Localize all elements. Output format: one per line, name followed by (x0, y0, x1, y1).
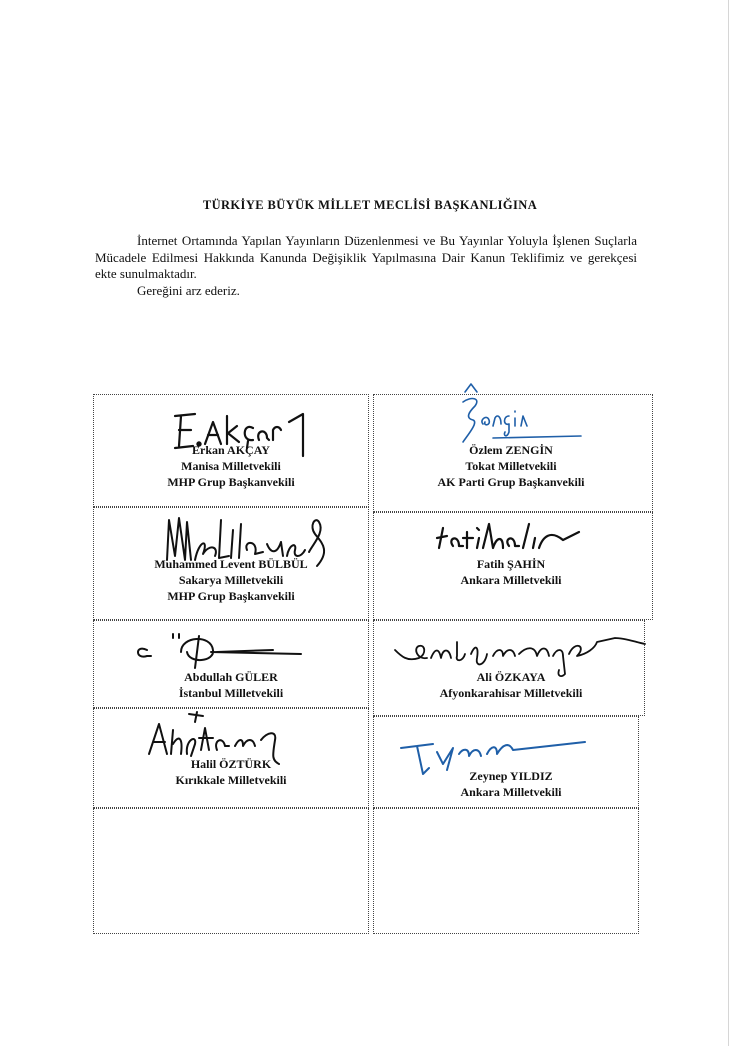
signatory-block (376, 669, 646, 701)
signature-guler (131, 630, 311, 670)
signatory-block (96, 442, 366, 490)
body-paragraph: İnternet Ortamında Yapılan Yayınların Düzenlenmesi ve Bu Yayınlar Yoluyla İşlenen Suçlarla Mücadele Edilmesi Hakkında Kanunda Değişiklik Yapılmasına Dair Kanun Teklifimiz ve gerekçesi ekte sunulmaktadır. (95, 233, 637, 281)
signatory-name: Erkan AKÇAY (192, 443, 270, 457)
signatory-name: Halil ÖZTÜRK (190, 757, 272, 771)
signatory-title: Afyonkarahisar Milletvekili (439, 686, 583, 700)
signatory-block (376, 442, 646, 490)
signatory-name: Ali ÖZKAYA (476, 670, 546, 684)
signatory-name: Fatih ŞAHİN (476, 557, 546, 571)
signatory-block (376, 556, 646, 588)
signatory-role: AK Parti Grup Başkanvekili (437, 475, 585, 489)
signatory-name: Özlem ZENGİN (469, 443, 553, 457)
signatory-title: Ankara Milletvekili (460, 573, 562, 587)
signatory-block (96, 669, 366, 701)
signatory-name: Zeynep YILDIZ (469, 769, 553, 783)
signatory-block (96, 756, 366, 788)
signature-table (93, 394, 653, 934)
signatory-name: Muhammed Levent BÜLBÜL (154, 557, 308, 571)
signatory-role: MHP Grup Başkanvekili (167, 475, 295, 489)
signature-sahin (433, 520, 583, 560)
signature-zengin (453, 380, 593, 450)
closing-line: Gereğini arz ederiz. (137, 282, 240, 298)
empty-signature-cell (373, 808, 639, 934)
signatory-title: Kırıkkale Milletvekili (175, 773, 287, 787)
signatory-block (376, 768, 646, 800)
signatory-role: MHP Grup Başkanvekili (167, 589, 295, 603)
document-body (95, 233, 637, 299)
signatory-block (96, 556, 366, 604)
signatory-name: Abdullah GÜLER (184, 670, 278, 684)
signatory-title: Manisa Milletvekili (181, 459, 281, 473)
signatory-title: Tokat Milletvekili (465, 459, 557, 473)
empty-signature-cell (93, 808, 369, 934)
document-heading: TÜRKİYE BÜYÜK MİLLET MECLİSİ BAŞKANLIĞINA (202, 198, 538, 212)
signatory-title: Sakarya Milletvekili (178, 573, 284, 587)
page-edge-line (728, 0, 729, 1046)
signatory-title: Ankara Milletvekili (460, 785, 562, 799)
signatory-title: İstanbul Milletvekili (178, 686, 284, 700)
